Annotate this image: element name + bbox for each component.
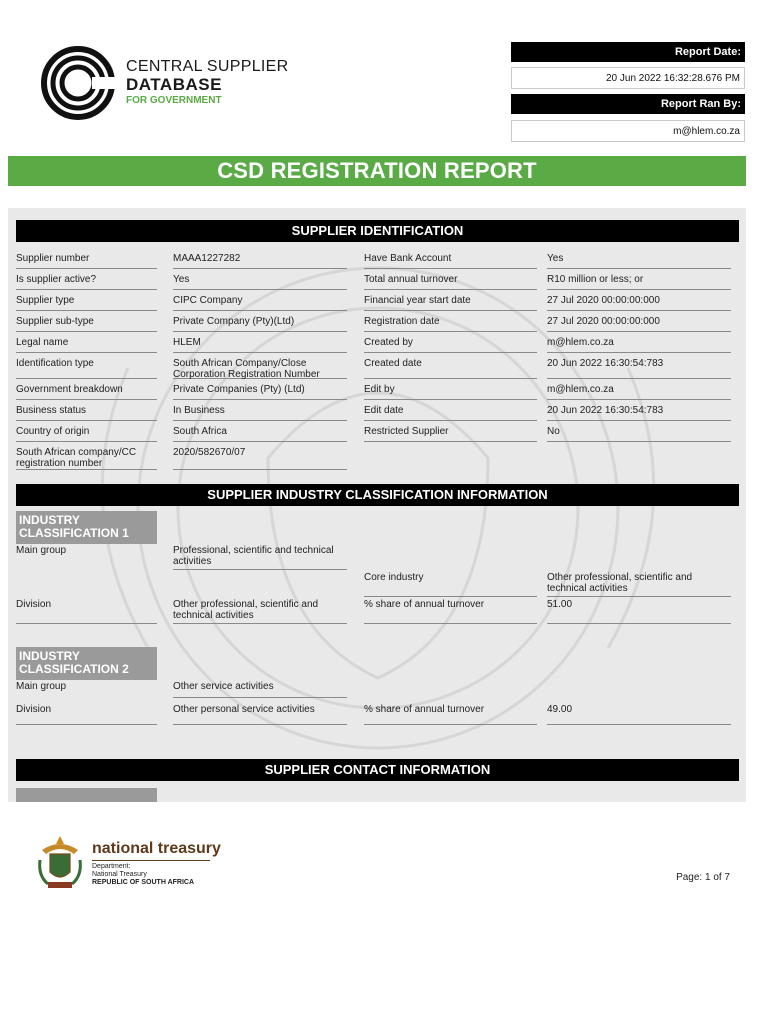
- supplier-contact-heading: SUPPLIER CONTACT INFORMATION: [16, 759, 739, 781]
- supplier-id-label-3-0: Supplier sub-type: [16, 313, 157, 332]
- supplier-id-label-6-2: Edit by: [364, 381, 537, 400]
- class2-main-group-value: Other service activities: [173, 678, 347, 698]
- class2-share-label: % share of annual turnover: [364, 701, 537, 725]
- supplier-id-label-2-2: Financial year start date: [364, 292, 537, 311]
- supplier-id-value-8-1: South Africa: [173, 423, 347, 442]
- supplier-id-value-0-3: Yes: [547, 250, 731, 269]
- report-ran-by-value: m@hlem.co.za: [511, 120, 745, 142]
- supplier-id-value-7-3: 20 Jun 2022 16:30:54:783: [547, 402, 731, 421]
- industry-classification-1-title: INDUSTRY CLASSIFICATION 1: [16, 511, 157, 544]
- supplier-id-label-1-0: Is supplier active?: [16, 271, 157, 290]
- supplier-id-label-0-0: Supplier number: [16, 250, 157, 269]
- footer-brand: national treasury: [92, 840, 221, 857]
- supplier-id-label-4-2: Created by: [364, 334, 537, 353]
- class1-main-group-value: Professional, scientific and technical activities: [173, 542, 347, 570]
- report-title: CSD REGISTRATION REPORT: [8, 156, 746, 186]
- industry-classification-heading: SUPPLIER INDUSTRY CLASSIFICATION INFORMATION: [16, 484, 739, 506]
- contact-section-label-block: [16, 788, 157, 802]
- class1-main-group-label: Main group: [16, 545, 67, 556]
- class1-division-label: Division: [16, 596, 157, 624]
- supplier-id-label-7-0: Business status: [16, 402, 157, 421]
- supplier-id-label-0-2: Have Bank Account: [364, 250, 537, 269]
- class2-main-group-label: Main group: [16, 681, 67, 692]
- supplier-id-label-5-2: Created date: [364, 355, 537, 379]
- supplier-id-value-5-1: South African Company/Close Corporation Registration Number: [173, 355, 347, 379]
- supplier-id-value-3-1: Private Company (Pty)(Ltd): [173, 313, 347, 332]
- footer-dept-line1: Department:: [92, 863, 131, 870]
- page-number: Page: 1 of 7: [676, 872, 730, 883]
- supplier-id-label-6-0: Government breakdown: [16, 381, 157, 400]
- supplier-id-value-4-3: m@hlem.co.za: [547, 334, 731, 353]
- supplier-id-label-5-0: Identification type: [16, 355, 157, 379]
- supplier-id-value-3-3: 27 Jul 2020 00:00:00:000: [547, 313, 731, 332]
- supplier-id-label-8-2: Restricted Supplier: [364, 423, 537, 442]
- class1-core-industry-value: Other professional, scientific and technical activities: [547, 569, 731, 597]
- supplier-id-value-7-1: In Business: [173, 402, 347, 421]
- class1-share-value: 51.00: [547, 596, 731, 624]
- supplier-id-value-0-1: MAAA1227282: [173, 250, 347, 269]
- logo-line2: DATABASE: [126, 75, 222, 94]
- supplier-id-value-9-1: 2020/582670/07: [173, 444, 347, 470]
- supplier-id-label-3-2: Registration date: [364, 313, 537, 332]
- supplier-id-value-6-1: Private Companies (Pty) (Ltd): [173, 381, 347, 400]
- supplier-id-label-9-0: South African company/CC registration number: [16, 444, 157, 470]
- class1-share-label: % share of annual turnover: [364, 596, 537, 624]
- supplier-id-value-8-3: No: [547, 423, 731, 442]
- report-date-label: Report Date:: [511, 42, 745, 62]
- supplier-id-label-4-0: Legal name: [16, 334, 157, 353]
- report-body: [8, 208, 746, 802]
- report-date-value: 20 Jun 2022 16:32:28.676 PM: [511, 67, 745, 89]
- report-ran-by-label: Report Ran By:: [511, 94, 745, 114]
- supplier-id-label-8-0: Country of origin: [16, 423, 157, 442]
- supplier-id-value-1-3: R10 million or less; or: [547, 271, 731, 290]
- supplier-id-label-2-0: Supplier type: [16, 292, 157, 311]
- class2-division-value: Other personal service activities: [173, 701, 347, 725]
- class2-share-value: 49.00: [547, 701, 731, 725]
- logo-line3: FOR GOVERNMENT: [126, 95, 222, 106]
- supplier-id-value-2-3: 27 Jul 2020 00:00:00:000: [547, 292, 731, 311]
- supplier-id-value-5-3: 20 Jun 2022 16:30:54:783: [547, 355, 731, 379]
- supplier-identification-heading: SUPPLIER IDENTIFICATION: [16, 220, 739, 242]
- class1-core-industry-label: Core industry: [364, 569, 537, 597]
- coat-of-arms-icon: [34, 832, 86, 892]
- supplier-id-value-1-1: Yes: [173, 271, 347, 290]
- supplier-id-value-6-3: m@hlem.co.za: [547, 381, 731, 400]
- csd-logo: [40, 44, 300, 124]
- national-treasury-logo: [34, 832, 234, 892]
- class1-division-value: Other professional, scientific and technical activities: [173, 596, 347, 624]
- csd-logo-icon: [40, 44, 120, 124]
- supplier-id-value-2-1: CIPC Company: [173, 292, 347, 311]
- supplier-id-label-1-2: Total annual turnover: [364, 271, 537, 290]
- footer-dept-line2: National Treasury: [92, 871, 147, 878]
- footer-dept-line3: REPUBLIC OF SOUTH AFRICA: [92, 879, 195, 886]
- industry-classification-2-title: INDUSTRY CLASSIFICATION 2: [16, 647, 157, 680]
- logo-line1: CENTRAL SUPPLIER: [126, 58, 289, 75]
- class2-division-label: Division: [16, 701, 157, 725]
- supplier-id-value-4-1: HLEM: [173, 334, 347, 353]
- supplier-id-label-7-2: Edit date: [364, 402, 537, 421]
- footer-brand-rule: [92, 860, 210, 861]
